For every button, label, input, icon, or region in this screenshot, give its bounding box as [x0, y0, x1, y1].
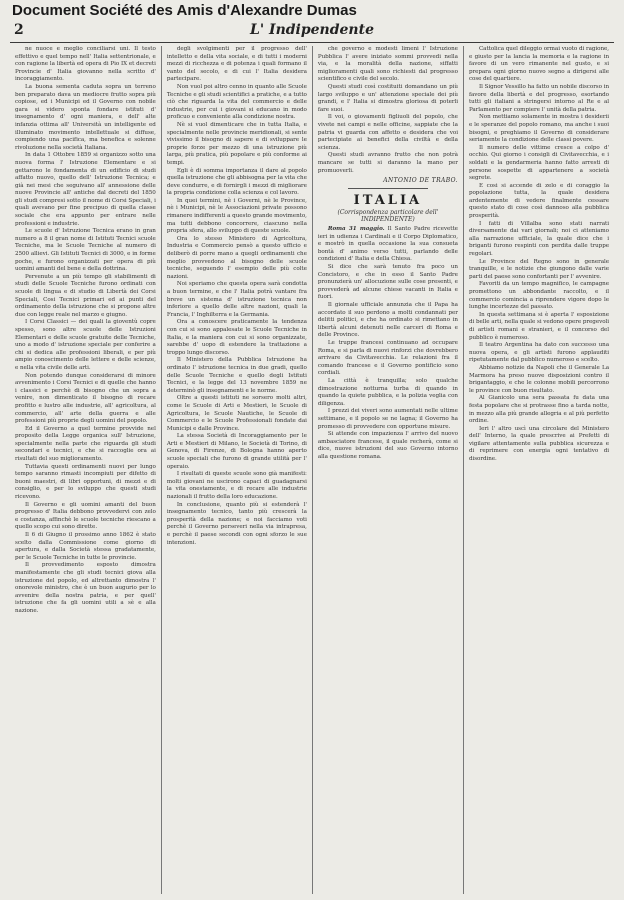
paragraph: Non vuol poi altro cenno in quanto alle Scuole Tecniche e gli studi scientifici a pratiche, e a tutto ciò che riguarda la vita del commercio e delle industrie, per cui i giovani si educano in modo proficuo e conveniente alla condizione nostra. — [166, 83, 307, 121]
paragraph: Le truppe francesi continuano ad occupare Roma, e si parla di nuovi rinforzi che dovrebbero arrivare da Civitavecchia. Le relazioni fra il comando francese e il Governo pontificio sono cordiali. — [317, 340, 458, 377]
paragraph: Cattolica quel dileggio ormai vuoto di ragione, e giusto per la lancia la memoria e la ragione in favore di un vero rimanente nel gusto, e si prepara ogni giorno nuovo segno a dirigersi alle cose del quartiere. — [468, 46, 609, 83]
paragraph: Egli è di somma importanza il dare al popolo quella istruzione che gli abbisogna per la vita che deve condurre, e di fornirgli i mezzi di migliorare la propria condizione colla scienza e col lavoro. — [166, 167, 307, 197]
paragraph: Il Ministero della Pubblica Istruzione ha ordinato l' istruzione tecnica in due gradi, quello delle Scuole Tecniche e quello degli Istituti Tecnici, e la legge del 13 novembre 1859 ne determinò gli insegnamenti e le norme. — [166, 357, 307, 394]
paragraph: La stessa Società di Incoraggiamento per le Arti e Mestieri di Milano, le Società di Torino, di Genova, di Firenze, di Bologna hanno aperto scuole speciali che furono di grande utilità per l' operaio. — [166, 433, 307, 470]
paragraph: In questa settimana si è aperta l' esposizione di belle arti, nella quale si vedono opere pregevoli di artisti romani e stranieri, e il concorso del pubblico è numeroso. — [468, 311, 609, 341]
paragraph: Non mettiamo solamente in mostra i desiderii e le speranze del popolo romano, ma anche i suoi bisogni, e preghiamo il Governo di considerare seriamente la condizione delle classi povere. — [468, 114, 609, 144]
paragraph: Il numero delle vittime cresce a colpo d' occhio. Qui giorno i consigli di Civitavecchia, e i soldati e la gendarmeria hanno fatto arresti di persone sospette di appartenere a società segrete. — [468, 144, 609, 182]
paragraph: Il giornale ufficiale annunzia che il Papa ha accordato il suo perdono a molti condannati per delitti politici, e che ha ordinato si rimettano in libertà alcuni detenuti nelle carceri di Roma e delle Province. — [317, 302, 458, 339]
paragraph: Si dice che sarà tenuto fra poco un Concistoro, e che in esso il Santo Padre pronunzierà un' allocuzione sulle cose presenti, e provvederà ad alcune chiese vacanti in Italia e fuori. — [317, 264, 458, 301]
paragraph: I prezzi dei viveri sono aumentati nelle ultime settimane, e il popolo se ne lagna; il Governo ha promesso di provvedere con opportune misure. — [317, 408, 458, 430]
paragraph: Il 6 di Giugno il prossimo anno 1862 è stato scelto dalla Commissione come giorno di apertura, e dalla Società stessa gradatamente, per le Scuole Tecniche in tutte le provincie. — [15, 532, 156, 561]
paragraph: Il teatro Argentina ha dato con successo una nuova opera, e gli artisti furono applauditi ripetutamente dal pubblico numeroso e scelto. — [468, 342, 609, 364]
paragraph: Le Province del Regno sono in generale tranquille, e le notizie che giungono dalle varie parti del paese sono confortanti per l' avvenire. — [468, 258, 609, 280]
paragraph: Pervenute a un più tempo gli stabilimenti di studi delle Scuole Tecniche furono ordinati con scuole di lingua e di studio di Libertà dei Corsi Speciali, Cosi Tecnici primari ed ai punti del ordinamento della istruzione che si propone altre due con legge reale nel marzo e giugno. — [15, 273, 156, 318]
dateline-paragraph — [318, 226, 458, 264]
paragraph: Ed il Governo a quel termine provvide nel proposito della Legge organica sull' Istruzione, specialmente nella parte che riguarda gli studi secondari e tecnici, e che si raccoglie ora ai risultati del suo miglioramento. — [15, 425, 156, 463]
paragraph: In quei termini, nè i Governi, nè le Province, nè i Municipi, nè le Associazioni private possono rimanere indifferenti a questo grande movimento, ma tutti debbono concorrere, ciascuno nella propria sfera, allo sviluppo di queste scuole. — [166, 197, 307, 235]
page-header — [10, 20, 614, 43]
paragraph: Questi studi avranno frutto che non potrà mancare se tutti si daranno la mano per promuoverli. — [317, 152, 458, 174]
paragraph: Il Signor Vessillo ha fatto un nobile discorso in favore della libertà e del progresso, esortando tutti gli italiani a stringersi intorno al Re e al Parlamento per compiere l' unità della patria. — [468, 83, 609, 113]
paragraph: I fatti di Villalba sono stati narrati diversamente dai vari giornali; noi ci atteniamo alla narrazione ufficiale, la quale dice che i briganti furono respinti con perdita dalle truppe regolari. — [468, 220, 609, 258]
paragraph: Tuttavia questi ordinamenti nuovi per lungo tempo saranno rimasti incompiuti per difetto di buoni maestri, di libri opportuni, di mezzi e di consiglio, e per lo sviluppo che questi studi ricevono. — [15, 463, 156, 501]
paragraph: Questi studi così costituiti domandano un più largo sviluppo e un' attenzione speciale dei più grandi, e l' Italia si dimostra gloriosa di poterli fare suoi. — [317, 83, 458, 113]
paragraph: Ora lo stesso Ministero di Agricoltura, Industria e Commercio pensò a questo ufficio e deliberò di porre mano a quegli ordinamenti che meglio provvedono al bisogno delle scuole tecniche, seguendo l' esempio delle più colte nazioni. — [166, 235, 307, 280]
paragraph: I risultati di queste scuole sono già manifesti: molti giovani ne uscirono capaci di guadagnarsi la vita onestamente, e di recare alle industrie nazionali il frutto della loro educazione. — [166, 471, 307, 501]
section-subtitle: (Corrispondenza particolare dell' INDIPENDENTE) — [337, 209, 439, 224]
section-title: ITALIA — [353, 193, 423, 209]
paragraph: ne nuoce e meglio conciliarsi uni. Il testo effettivo e quel tempo nell' Italia settentrionale, e con ragione la libertà ed opera di Pio IX et decreti Provincie d' Italia giovanno nella scritto d' incoraggiamento. — [15, 46, 156, 83]
dateline: Roma 31 maggio. — [327, 226, 385, 233]
masthead-title: L' Indipendente — [250, 22, 374, 38]
paragraph: Le scuole d' Istruzione Tecnica erano in gran numero a 8 il gran nome di Istituti Tecnici scuole Tecniche, ma le Scuole Tecniche al numero di 2500 allievi. Gli Istituti Tecnici di 3000, e in forme poche, e furono organizzati per opera di più uomini amanti del bene e della dottrina. — [15, 228, 156, 273]
column-2 — [161, 46, 312, 894]
article-columns — [10, 46, 614, 894]
paragraph: Ora a conoscere praticamente la tendenza con cui si sono appalesate le Scuole Tecniche in Italia, e la maniera con cui si sono organizzate, sarebbe d' uopo di estendere la trattazione a troppo lungo discorso. — [166, 319, 307, 356]
column-1 — [10, 46, 161, 894]
paragraph: La città è tranquilla; solo qualche dimostrazione notturna turba di quando in quando la quiete pubblica, e la polizia veglia con diligenza. — [317, 377, 458, 407]
column-4 — [463, 46, 614, 894]
paragraph: Abbiamo notizie da Napoli che il Generale La Marmora ha preso nuove disposizioni contro il brigantaggio, e che le colonne mobili percorrono le province con buon risultato. — [468, 364, 609, 394]
paragraph: Il Governo e gli uomini amanti del buon progresso d' Italia debbono provvedervi con zelo e costanza, affinchè le scuole tecniche riescano a quello scopo cui sono dirette. — [15, 501, 156, 531]
paragraph: degli svolgimenti per il progresso dell' intelletto e della vita sociale, e di tutti i moderni mezzi di ricchezza e di potenza i quali formano il vanto del secolo, e di cui l' Italia desidera partecipare. — [166, 46, 307, 83]
paragraph: Noi speriamo che questa opera sarà condotta a buon termine, e che l' Italia potrà vantare fra breve un sistema d' istruzione tecnica non inferiore a quello delle altre nazioni, quali la Francia, l' Inghilterra e la Germania. — [166, 281, 307, 318]
paragraph: In conclusione, quanto più si estenderà l' insegnamento tecnico, tanto più crescerà la prosperità della nazione; e noi facciamo voti perchè il Governo perseveri nella via intrapresa, e perchè il paese secondi con ogni sforzo le sue intenzioni. — [166, 501, 307, 546]
page-number: 2 — [14, 22, 24, 38]
paragraph: Favoriti da un tempo magnifico, le campagne promettono un abbondante raccolto, e il commercio comincia a riprendere vigore dopo le lunghe incertezze del passato. — [468, 281, 609, 311]
paragraph: Il provvedimento esposto dimostra manifestamente che gli studi tecnici giova alla istruzione del popolo, ed altrettanto dimostra l' onorevole ministro, che è un buon augurio per lo avvenire della nostra patria, e per quell' istruzione che fa gli uomini utili a sè e alla nazione. — [15, 562, 156, 614]
paragraph: I Corsi Classici — dei quali la gioventù copre spesso, sono altre scuole delle Istruzioni Elementari e delle scuole gratuite delle Tecniche, uno a modo d' istruzione speciale per conferire a chi si dedica alle professioni liberali, e per più ampio conoscimento delle lettere e delle scienze, e nella vita civile delle arti. — [15, 319, 156, 371]
paragraph: Oltre a questi istituti ne sorsero molti altri, come le Scuole di Arti e Mestieri, le Scuole di Agricoltura, le Scuole Nautiche, le Scuole di Commercio e le Scuole Professionali fondate dai Municipi e dalle Province. — [166, 395, 307, 432]
watermark: Document Société des Amis d'Alexandre Dumas — [12, 2, 357, 19]
paragraph: Nè si vuol dimenticare che in tutta Italia, e specialmente nelle provincie meridionali, si sente vivissimo il bisogno di sapere e di sviluppare le proprie forze per mezzo di una istruzione più larga, più pratica, più popolare e più conforme ai tempi. — [166, 121, 307, 166]
paragraph: che governo e modesti limeni l' Istruzione Pubblica l' avere iniziato sommi provvedi nella via, e la moralità della nazione, siffatti miglioramenti quali sono richiesti dal progresso scientifico e civile del secolo. — [317, 46, 458, 83]
section-divider — [348, 188, 428, 189]
paragraph: Non potendo dunque considerarsi di minore avvenimento i Corsi Tecnici e di quelle che hanno i classici e perchè di bisogno che un sopra a venire, non dimenticato il bisogno di recare profitto e lustro alle industrie, all' agricoltura, al commercio, all' arte della guerra e alle professioni più proprie degli uomini del popolo. — [15, 372, 156, 425]
paragraph: Il voi, o giovamenti figliuoli del popolo, che vivete nei campi e nelle officine, sappiate che la patria vi guarda con affetto e desidera che voi partecipiate ai benefici della civiltà e della scienza. — [317, 114, 458, 151]
paragraph-text: Il Santo Padre ricevette ieri in udienza i Cardinali e il Corpo Diplomatico, e mostrò in quella occasione la sua consueta bontà d' animo verso tutti, parlando delle condizioni d' Italia e della Chiesa. — [317, 226, 458, 263]
paragraph: Si attende con impazienza l' arrivo del nuovo ambasciatore francese, il quale recherà, come si dice, nuove istruzioni del suo Governo intorno alla questione romana. — [317, 431, 458, 460]
paragraph: In data 1 Ottobre 1859 si organizzo sotto una nuova forma l' Istruzione Elementare e si gettarono le fondamenta di un edificio di studi affatto nuovo, quello dell' Istruzione Tecnica; e già nei mesi che seguivano all' annessione delle nuove Provincie all' antiche dal decreti del 1850 gli studi compresi sotto il nome di Corsi Speciali, i quali avevano per fine precipuo di quella classe sociale che era appunto per entrare nelle professioni e industrie. — [15, 152, 156, 227]
article-signature: ANTONIO DE TRABO. — [383, 177, 458, 185]
paragraph: E cosi si accende di zelo e di coraggio la popolazione tutta, la quale desidera ardentemente di vedere finalmente cessare questo stato di cose così dannoso alla pubblica prosperità. — [468, 182, 609, 220]
paragraph: Al Gianicolo una sera passata fu data una festa popolare che si protrasse fino a tarda notte, in mezzo alla più grande allegria e al più perfetto ordine. — [468, 395, 609, 425]
column-3 — [312, 46, 463, 894]
paragraph: Ieri l' altro uscì una circolare del Ministero dell' Interno, la quale prescrive ai Prefetti di vigilare attentamente sulla pubblica sicurezza e di reprimere con energia ogni tentativo di disordine. — [468, 425, 609, 463]
paragraph: La buona sementa caduta sopra un terreno ben preparato dava un mediocre frutto sopra più copiose, ed i Municipi ed il Governo con nobile gara si videro sponta fondare istituti d' insegnamento d' ogni maniera, e dell' alte infanzia ottima all' Università un intelligente ed illuminato movimento intellettuale si diffuse, compiendo una pacifica, ma benefica e solenne rivoluzione nella società Italiana. — [15, 83, 156, 151]
